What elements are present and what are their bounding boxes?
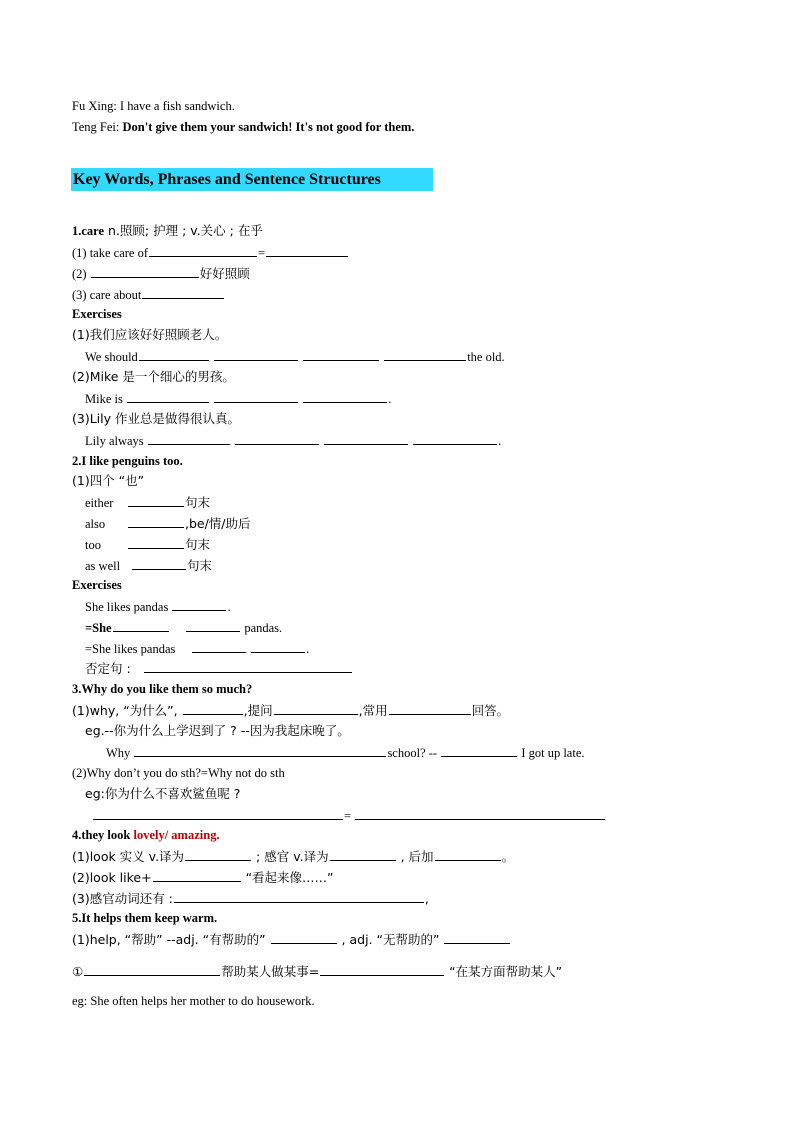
label: . — [306, 642, 310, 656]
s2-e2 — [85, 619, 282, 636]
blank[interactable] — [128, 515, 184, 528]
label: (1)help, “帮助” --adj. “有帮助的” — [72, 932, 270, 947]
s2-sub: (1)四个 “也” — [72, 473, 145, 488]
label: either — [85, 496, 114, 510]
label: 否定句 : — [85, 661, 131, 676]
label: , 后加 — [396, 849, 434, 864]
s3-title: 3.Why do you like them so much? — [72, 682, 253, 696]
s1-ex2-en — [85, 390, 391, 407]
blank[interactable] — [389, 702, 471, 715]
heading-text: Key Words, Phrases and Sentence Structures — [73, 171, 381, 188]
s1-ex2-cn: (2)Mike 是一个细心的男孩。 — [72, 369, 235, 384]
blank[interactable] — [91, 265, 199, 278]
speaker: Teng Fei: — [72, 120, 123, 134]
s3-p1 — [72, 702, 509, 719]
s1-p2 — [72, 265, 250, 282]
blank[interactable] — [384, 348, 466, 361]
blank[interactable] — [444, 931, 510, 944]
blank[interactable] — [128, 494, 184, 507]
label: (2) — [72, 267, 90, 281]
s5-eg: eg: She often helps her mother to do housework. — [72, 994, 315, 1008]
blank[interactable] — [324, 432, 408, 445]
label: 。 — [501, 849, 515, 864]
s3-eg: eg.--你为什么上学迟到了 ? --因为我起床晚了。 — [85, 723, 350, 738]
label: Mike is — [85, 392, 126, 406]
label: 4.they look — [72, 828, 134, 842]
blank[interactable] — [153, 869, 241, 882]
s2-title: 2.I like penguins too. — [72, 454, 183, 468]
dialogue-line-2 — [72, 119, 414, 135]
label: . — [498, 434, 502, 448]
blank[interactable] — [149, 244, 257, 257]
s3-why-line — [106, 744, 585, 761]
s3-p2: (2)Why don’t you do sth?=Why not do sth — [72, 766, 285, 780]
blank[interactable] — [266, 244, 348, 257]
s2-either — [85, 494, 210, 511]
label: , — [424, 891, 429, 906]
label: the old. — [467, 350, 505, 364]
blank[interactable] — [303, 348, 379, 361]
s1-ex1-cn: (1)我们应该好好照顾老人。 — [72, 327, 228, 342]
blank[interactable] — [214, 348, 298, 361]
s5-title: 5.It helps them keep warm. — [72, 911, 218, 925]
blank[interactable] — [142, 286, 224, 299]
s4-p2 — [72, 869, 334, 886]
blank[interactable] — [183, 702, 243, 715]
blank[interactable] — [174, 890, 424, 903]
label: ,常用 — [358, 703, 388, 718]
s1-p1 — [72, 244, 349, 261]
label: ① — [72, 964, 84, 979]
blank[interactable] — [84, 963, 220, 976]
blank[interactable] — [214, 390, 298, 403]
blank[interactable] — [113, 619, 169, 632]
label: (3)感官动词还有 : — [72, 891, 173, 906]
label: school? -- — [387, 746, 441, 760]
s5-p1 — [72, 931, 511, 948]
s2-e3 — [85, 640, 309, 657]
label: (1) take care of — [72, 246, 148, 260]
label: . — [227, 600, 231, 614]
blank[interactable] — [139, 348, 209, 361]
blank[interactable] — [134, 744, 386, 757]
label: 句末 — [187, 558, 213, 573]
blank[interactable] — [186, 619, 240, 632]
s1-title-line — [72, 223, 263, 239]
label: 句末 — [185, 537, 211, 552]
label: = — [344, 809, 352, 823]
label: = — [258, 246, 266, 260]
label: 句末 — [185, 495, 211, 510]
blank[interactable] — [330, 848, 396, 861]
s1-meaning: n.照顾; 护理 ; v.关心 ; 在乎 — [104, 223, 263, 238]
label: ,be/情/助后 — [185, 516, 251, 531]
blank[interactable] — [413, 432, 497, 445]
label: pandas. — [241, 621, 283, 635]
s5-c1 — [72, 963, 562, 980]
s2-too — [85, 536, 210, 553]
blank[interactable] — [185, 848, 251, 861]
label: We should — [85, 350, 138, 364]
s1-p3 — [72, 286, 225, 303]
s2-neg — [85, 660, 353, 677]
dialogue-line-1: Fu Xing: I have a fish sandwich. — [72, 99, 235, 113]
blank[interactable] — [320, 963, 444, 976]
label: ; 感官 v.译为 — [252, 849, 329, 864]
section-heading — [71, 168, 433, 191]
label: (3) care about — [72, 288, 142, 302]
label: Why — [106, 746, 134, 760]
label: 好好照顾 — [199, 266, 250, 281]
label: She likes pandas — [85, 600, 172, 614]
blank[interactable] — [93, 807, 343, 820]
blank[interactable] — [144, 660, 352, 673]
blank[interactable] — [274, 702, 358, 715]
blank[interactable] — [441, 744, 517, 757]
s1-title: 1.care — [72, 224, 105, 238]
s3-eg2: eg:你为什么不喜欢鲨鱼呢 ? — [85, 786, 241, 801]
s1-ex3-cn: (3)Lily 作业总是做得很认真。 — [72, 411, 240, 426]
s4-p1 — [72, 848, 514, 865]
s4-p3 — [72, 890, 429, 907]
label: “在某方面帮助某人” — [445, 964, 563, 979]
blank[interactable] — [172, 598, 226, 611]
blank[interactable] — [355, 807, 605, 820]
s2-also — [85, 515, 251, 532]
blank[interactable] — [303, 390, 387, 403]
s4-title — [72, 827, 220, 843]
label: (1)look 实义 v.译为 — [72, 849, 185, 864]
label: 帮助某人做某事= — [221, 964, 320, 979]
label: also — [85, 517, 106, 531]
label: =She likes pandas — [85, 642, 176, 656]
label: (1)why, “为什么”, — [72, 703, 182, 718]
s1-ex3-en — [85, 432, 501, 449]
blank[interactable] — [235, 432, 319, 445]
s3-eq-line — [92, 807, 606, 824]
s2-aswell — [85, 557, 212, 574]
blank[interactable] — [128, 536, 184, 549]
s2-e1 — [85, 598, 231, 615]
label: as well — [85, 559, 121, 573]
label: I got up late. — [518, 746, 585, 760]
blank[interactable] — [271, 931, 337, 944]
highlight: lovely/ amazing. — [133, 828, 220, 842]
blank[interactable] — [192, 640, 246, 653]
blank[interactable] — [127, 390, 209, 403]
s1-ex1-en — [85, 348, 505, 365]
blank[interactable] — [132, 557, 186, 570]
s1-exercises-label: Exercises — [72, 307, 122, 321]
s2-exercises-label: Exercises — [72, 578, 122, 592]
label: Lily always — [85, 434, 147, 448]
blank[interactable] — [435, 848, 501, 861]
label: =She — [85, 621, 112, 635]
blank[interactable] — [148, 432, 230, 445]
label: ,提问 — [243, 703, 273, 718]
label: . — [388, 392, 392, 406]
label: “看起来像……” — [241, 870, 334, 885]
label: (2)look like+ — [72, 870, 152, 885]
label: 回答。 — [471, 703, 510, 718]
speech-text: Don't give them your sandwich! It's not good for them. — [122, 120, 415, 134]
label: too — [85, 538, 101, 552]
blank[interactable] — [251, 640, 305, 653]
label: , adj. “无帮助的” — [337, 932, 444, 947]
